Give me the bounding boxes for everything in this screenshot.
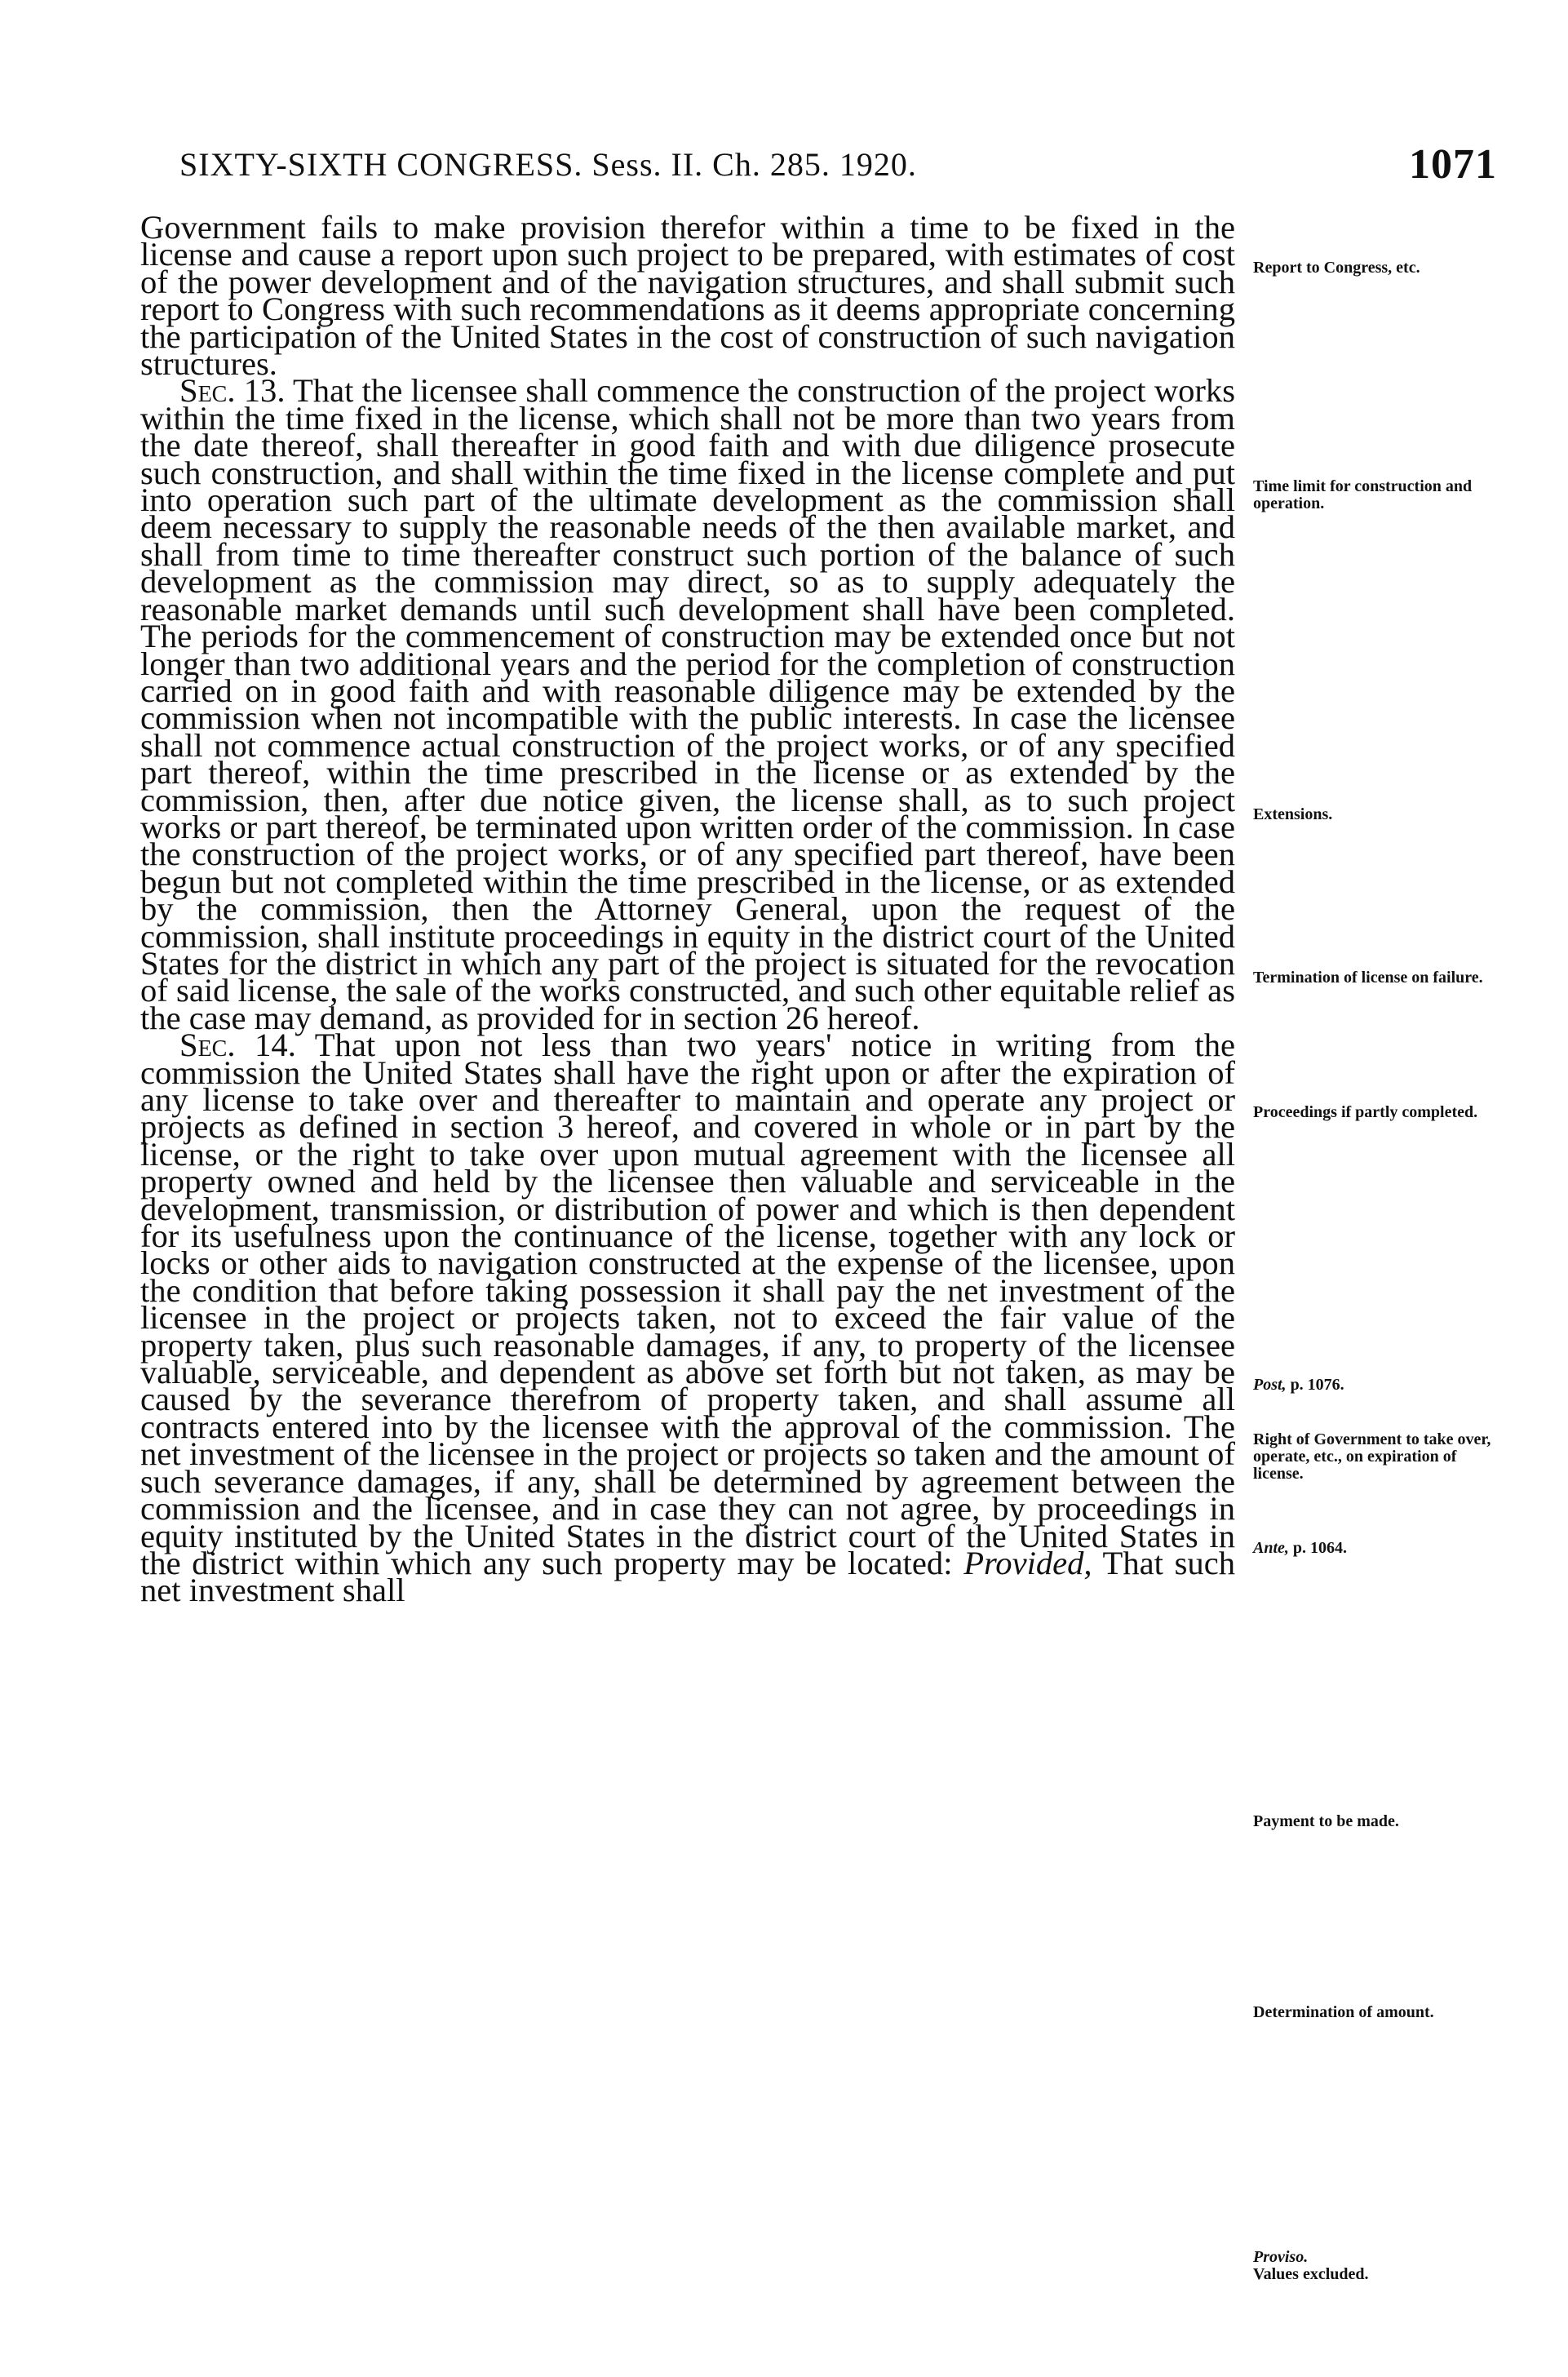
provided-word: Provided, xyxy=(963,1544,1092,1581)
section-14-text: That upon not less than two years' notice in writing from the commission the United States shall have the right upon or after the expiration of any license to take over and thereafter to maintain and operate any project or projects as defined in section 3 hereof, and covered in whole or in part by the license, or the right to take over upon mutual agreement with the licensee all property owned and held by the licensee then valuable and serviceable in the development, transmission, or distribution of power and which is then dependent for its usefulness upon the continuance of the license, together with any lock or locks or other aids to navigation constructed at the expense of the licensee, upon the condition that before taking possession it shall pay the net investment of the licensee in the project or projects taken, not to exceed the fair value of the property taken, plus such reasonable damages, if any, to property of the licensee valuable, serviceable, and dependent as above set forth but not taken, as may be caused by the severance therefrom of property taken, and shall assume all contracts entered into by the licensee with the approval of the commission. The net investment of the licensee in the project or projects so taken and the amount of such severance damages, if any, shall be determined by agreement between the commission and the licensee, and in case they can not agree, by proceedings in equity instituted by the United States in the district court of the United States in the district within which any such property may be located: xyxy=(140,1027,1235,1581)
section-14-end: That such net investment shall xyxy=(140,1544,1236,1609)
post-ref-page: p. 1076. xyxy=(1286,1376,1344,1394)
margin-note-post xyxy=(1253,1377,1498,1394)
page-number: 1071 xyxy=(1409,141,1497,188)
margin-note-right-of-government: Right of Government to take over, operate, etc., on expiration of license. xyxy=(1253,1430,1491,1483)
margin-note-proviso xyxy=(1253,2249,1498,2283)
section-13-label: Sec. 13. xyxy=(179,372,286,410)
margin-note-report: Report to Congress, etc. xyxy=(1253,259,1420,277)
section-13-text: That the licensee shall commence the construction of the project works within the time fixed in the license, which shall not be more than two years from the date thereof, shall thereafter in good faith and with due diligence prosecute such construction, and shall within the time fixed in the license complete and put into operation such part of the ultimate development as the commission shall deem necessary to supply the reasonable needs of the then available market, and shall from time to time thereafter construct such portion of the balance of such development as the commission may direct, so as to supply adequately the reasonable market demands until such development shall have been completed. The periods for the commencement of construction may be extended once but not longer than two additional years and the period for the completion of construction carried on in good faith and with reasonable diligence may be extended by the commission when not incompatible with the public interests. In case the licensee shall not commence actual construction of the project works, or of any specified part thereof, within the time prescribed in the license or as extended by the commission, then, after due notice given, the license shall, as to such project works or part thereof, be terminated upon written order of the commission. In case the construction of the project works, or of any specified part thereof, have been begun but not completed within the time prescribed in the license, or as extended by the commission, then the Attorney General, upon the request of the commission, shall institute proceedings in equity in the district court of the United States for the district in which any part of the project is situated for the revocation of said license, the sale of the works constructed, and such other equitable relief as the case may demand, as provided for in section 26 hereof. xyxy=(140,372,1236,1036)
body-text xyxy=(140,209,1236,1609)
margin-note-proceedings: Proceedings if partly completed. xyxy=(1253,1103,1478,1121)
values-excluded-label: Values excluded. xyxy=(1253,2265,1369,2283)
proviso-label: Proviso. xyxy=(1253,2248,1309,2266)
ante-ref-page: p. 1064. xyxy=(1288,1539,1348,1557)
post-ref-italic: Post, xyxy=(1253,1376,1287,1394)
margin-note-payment: Payment to be made. xyxy=(1253,1812,1399,1830)
margin-note-ante xyxy=(1253,1540,1498,1557)
margin-note-time-limit: Time limit for construction and operation. xyxy=(1253,477,1473,512)
margin-note-extensions: Extensions. xyxy=(1253,805,1333,823)
page-header xyxy=(179,141,1497,194)
section-14-label: Sec. 14. xyxy=(179,1027,296,1064)
ante-ref-italic: Ante, xyxy=(1253,1539,1289,1557)
margin-note-termination: Termination of license on failure. xyxy=(1253,969,1483,987)
paragraph-section-14 xyxy=(140,1027,1236,1609)
paragraph-government-fails: Government fails to make provision therefor within a time to be fixed in the license and cause a report upon such project to be prepared, with estimates of cost of the power development and of the navigation structures, and shall submit such report to Congress with such recommendations as it deems appropriate concerning the participation of the United States in the cost of construction of such navigation structures. xyxy=(140,209,1235,383)
running-head: SIXTY-SIXTH CONGRESS. Sess. II. Ch. 285. 1920. xyxy=(179,146,917,183)
paragraph-section-13 xyxy=(140,372,1236,1036)
margin-note-determination: Determination of amount. xyxy=(1253,2003,1434,2021)
